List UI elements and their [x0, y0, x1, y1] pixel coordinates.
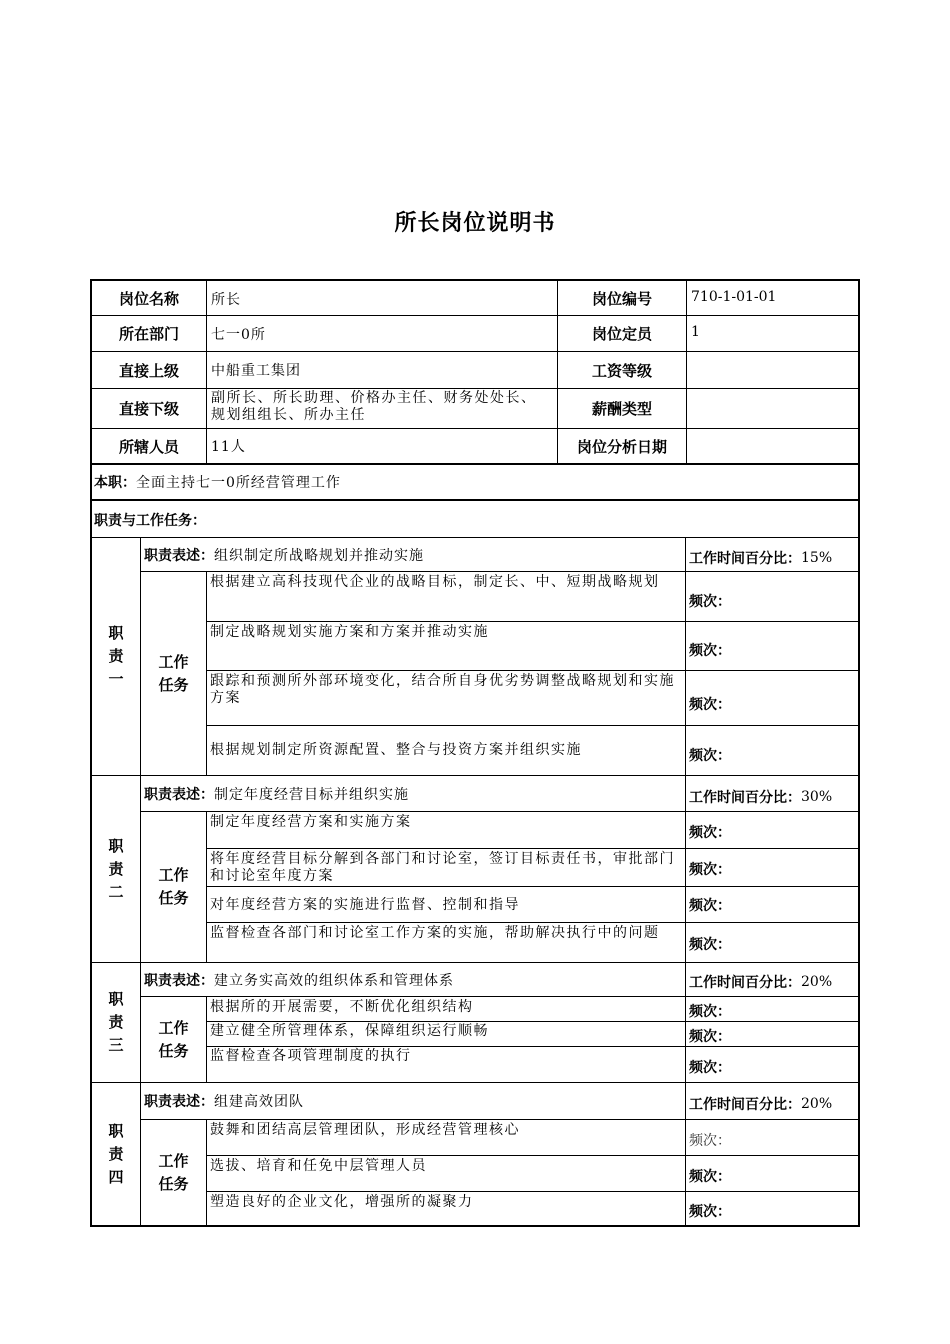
- duty-1-task-2-freq: 频次：: [689, 643, 731, 659]
- duty-2-task-3: 对年度经营方案的实施进行监督、控制和指导: [210, 897, 520, 913]
- duty-2-task-2: 将年度经营目标分解到各部门和讨论室，签订目标责任书，审批部门和讨论室年度方案: [210, 851, 675, 884]
- duties-header: 职责与工作任务：: [94, 513, 206, 529]
- salary-grade-value: [687, 352, 858, 388]
- duty-4-statement: 职责表述： 组建高效团队: [144, 1094, 304, 1110]
- duty-4-title: 职 责 四: [108, 1121, 124, 1186]
- position-name-value: 所长: [211, 292, 241, 308]
- position-name-label: 岗位名称: [118, 289, 179, 308]
- duty-1-task-1: 根据建立高科技现代企业的战略目标，制定长、中、短期战略规划: [210, 574, 660, 590]
- duty-2-task-label: 工作 任务: [158, 866, 189, 907]
- duty-3-task-1-freq: 频次：: [689, 1003, 731, 1020]
- pay-type-label: 薪酬类型: [591, 400, 652, 418]
- duty-1-task-4: 根据规划制定所资源配置、整合与投资方案并组织实施: [210, 742, 582, 758]
- duty-3-task-3-freq: 频次：: [689, 1059, 731, 1076]
- duty-1-task-3: 跟踪和预测所外部环境变化，结合所自身优劣势调整战略规划和实施方案: [210, 673, 675, 706]
- staff-label: 所辖人员: [118, 437, 179, 456]
- duty-2-task-1: 制定年度经营方案和实施方案: [210, 814, 412, 830]
- duty-4-time-pct: 工作时间百分比： 20%: [689, 1096, 833, 1113]
- duty-4-task-label: 工作 任务: [158, 1151, 189, 1193]
- duty-4-task-2-freq: 频次：: [689, 1168, 731, 1185]
- duty-3-task-2-freq: 频次：: [689, 1028, 731, 1045]
- duty-4-task-3-freq: 频次：: [689, 1204, 731, 1220]
- duty-3-task-1: 根据所的开展需要，不断优化组织结构: [210, 999, 474, 1015]
- duty-4-task-3: 塑造良好的企业文化，增强所的凝聚力: [210, 1194, 474, 1210]
- superior-label: 直接上级: [118, 361, 179, 380]
- staff-value: 11人: [211, 439, 246, 455]
- headcount-value: 1: [691, 324, 701, 340]
- department-label: 所在部门: [118, 325, 179, 343]
- analysis-date-value: [687, 429, 858, 463]
- analysis-date-label: 岗位分析日期: [576, 437, 667, 456]
- duty-4-task-2: 选拔、培育和任免中层管理人员: [210, 1158, 427, 1174]
- department-value: 七一0所: [211, 327, 266, 343]
- subordinate-value: 副所长、所长助理、价格办主任、财务处处长、规划组组长、所办主任: [211, 390, 537, 423]
- mission-text: [92, 465, 852, 499]
- headcount-label: 岗位定员: [591, 325, 652, 343]
- duty-2-task-2-freq: 频次：: [689, 862, 731, 878]
- duty-3-time-pct: 工作时间百分比： 20%: [689, 973, 833, 991]
- duty-2-task-3-freq: 频次：: [689, 897, 731, 914]
- duty-2-task-4-freq: 频次：: [689, 937, 731, 953]
- duty-2-time-pct: 工作时间百分比： 30%: [689, 788, 833, 806]
- duty-1-task-1-freq: 频次：: [689, 593, 731, 610]
- duty-3-task-2: 建立健全所管理体系，保障组织运行顺畅: [210, 1023, 489, 1039]
- duty-1-time-pct: 工作时间百分比： 15%: [689, 549, 833, 567]
- duty-4-task-1: 鼓舞和团结高层管理团队，形成经营管理核心: [210, 1122, 520, 1138]
- duty-2-title: 职 责 二: [108, 836, 124, 901]
- duty-4-task-1-freq: 频次：: [689, 1132, 731, 1149]
- pay-type-value: [687, 389, 858, 428]
- duty-3-task-label: 工作 任务: [158, 1018, 189, 1060]
- mission-value: 全面主持七一0所经营管理工作: [136, 475, 341, 491]
- superior-value: 中船重工集团: [211, 363, 301, 379]
- salary-grade-label: 工资等级: [591, 361, 652, 380]
- duty-1-statement: 职责表述： 组织制定所战略规划并推动实施: [144, 547, 424, 564]
- mission-label: 本职：: [94, 475, 136, 491]
- position-no-value: 710-1-01-01: [691, 289, 777, 305]
- duty-2-task-1-freq: 频次：: [689, 825, 731, 841]
- duty-2-statement: 职责表述： 制定年度经营目标并组织实施: [144, 786, 409, 803]
- subordinate-label: 直接下级: [118, 400, 179, 418]
- duty-3-title: 职 责 三: [108, 990, 124, 1054]
- duty-1-task-4-freq: 频次：: [689, 747, 731, 764]
- duty-3-task-3: 监督检查各项管理制度的执行: [210, 1048, 412, 1064]
- duty-1-task-label: 工作 任务: [158, 652, 189, 694]
- duty-1-task-3-freq: 频次：: [689, 697, 731, 713]
- position-no-label: 岗位编号: [591, 289, 652, 308]
- duty-1-title: 职 责 一: [108, 624, 124, 688]
- duty-1-task-2: 制定战略规划实施方案和方案并推动实施: [210, 624, 489, 640]
- duty-2-task-4: 监督检查各部门和讨论室工作方案的实施，帮助解决执行中的问题: [210, 925, 660, 941]
- duty-3-statement: 职责表述： 建立务实高效的组织体系和管理体系: [144, 972, 454, 989]
- page-title: 所长岗位说明书: [394, 211, 556, 236]
